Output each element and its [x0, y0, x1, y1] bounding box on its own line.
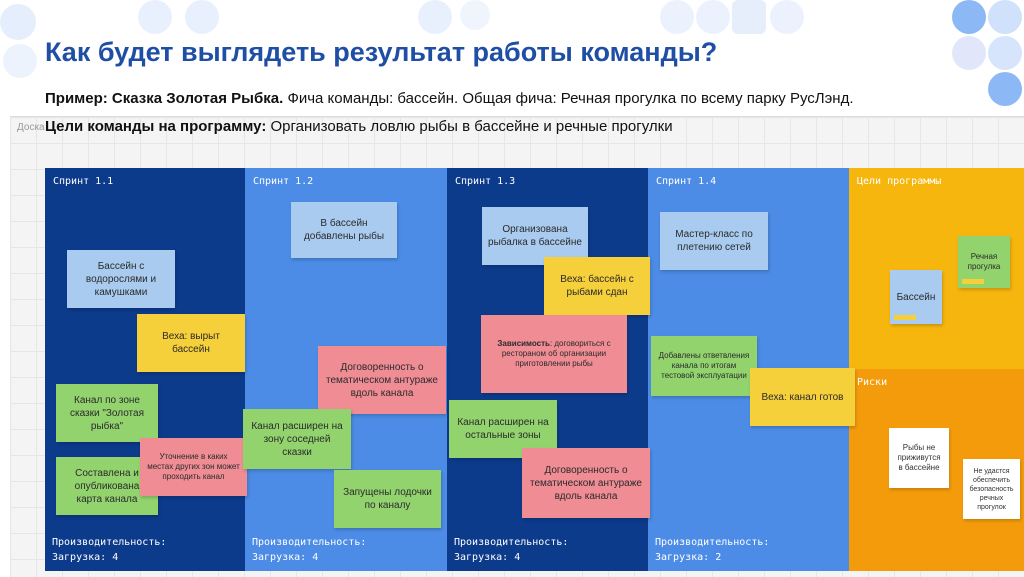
sticky-note[interactable] — [140, 438, 247, 496]
decor-circle — [988, 72, 1022, 106]
sticky-text: Составлена и опубликована карта канала — [74, 467, 140, 505]
sticky-text: Веха: канал готов — [761, 391, 844, 403]
load-label: Загрузка: 2 — [655, 552, 722, 563]
performance-label: Производительность: — [454, 537, 569, 548]
sticky-text: Речная прогулка — [967, 252, 1001, 271]
sticky-text: Добавлены ответвления канала по итогам тестовой эксплуатации — [658, 351, 750, 380]
column-title: Риски — [857, 377, 888, 388]
column-footer — [252, 535, 366, 565]
sticky-text: Веха: бассейн с рыбами сдан — [560, 274, 634, 298]
decor-circle — [988, 36, 1022, 70]
sticky-note[interactable] — [889, 428, 949, 488]
sticky-text-bold: Зависимость — [497, 339, 550, 348]
decor-circle — [952, 36, 986, 70]
decor-circle — [418, 0, 452, 34]
decor-circle — [460, 0, 490, 30]
load-label: Загрузка: 4 — [252, 552, 319, 563]
sticky-text: Мастер-класс по плетению сетей — [675, 229, 753, 253]
sticky-text: Организована рыбалка в бассейне — [488, 224, 582, 248]
column-footer — [454, 535, 568, 565]
column-title: Спринт 1.1 — [53, 176, 114, 187]
column-footer — [52, 535, 166, 565]
page-title: Как будет выглядеть результат работы команды? — [45, 37, 718, 67]
sticky-text: Рыбы не приживутся в бассейне — [897, 443, 941, 472]
sticky-note[interactable] — [67, 250, 175, 308]
decor-circle — [988, 0, 1022, 34]
board-label: Доска — [17, 122, 45, 133]
load-label: Загрузка: 4 — [52, 552, 119, 563]
decor-circle — [0, 4, 36, 40]
sticky-note[interactable] — [56, 384, 158, 442]
decor-circle — [185, 0, 219, 34]
sticky-text: Канал расширен на зону соседней сказки — [251, 420, 343, 458]
sticky-note[interactable] — [651, 336, 757, 396]
sticky-text: Уточнение в каких местах других зон может проходить канал — [147, 452, 240, 481]
decor-circle — [696, 0, 730, 34]
goals-line — [45, 118, 673, 135]
sticky-note[interactable] — [963, 459, 1020, 519]
column-title: Спринт 1.4 — [656, 176, 717, 187]
sticky-text: В бассейн добавлены рыбы — [303, 218, 385, 242]
example-line — [45, 90, 854, 107]
sticky-text: Договоренность о тематическом антураже вдоль канала — [530, 464, 642, 502]
sticky-note[interactable] — [750, 368, 855, 426]
decor-circle — [3, 44, 37, 78]
column-title: Спринт 1.2 — [253, 176, 314, 187]
sticky-note[interactable] — [890, 270, 942, 324]
sticky-note[interactable] — [481, 315, 627, 393]
sticky-note[interactable] — [291, 202, 397, 258]
column-title: Спринт 1.3 — [455, 176, 516, 187]
performance-label: Производительность: — [252, 537, 367, 548]
sticky-note[interactable] — [137, 314, 245, 372]
goals-text: Организовать ловлю рыбы в бассейне и речные прогулки — [266, 118, 673, 135]
sticky-tag — [894, 315, 916, 320]
decor-circle — [952, 0, 986, 34]
sticky-note[interactable] — [522, 448, 650, 518]
decor-square — [732, 0, 766, 34]
performance-label: Производительность: — [655, 537, 770, 548]
goals-label: Цели команды на программу: — [45, 118, 267, 135]
sticky-text: Запущены лодочки по каналу — [343, 487, 432, 511]
load-label: Загрузка: 4 — [454, 552, 521, 563]
sticky-text: Канал по зоне сказки "Золотая рыбка" — [69, 394, 145, 432]
sticky-note[interactable] — [958, 236, 1010, 288]
decor-circle — [770, 0, 804, 34]
sticky-text — [487, 339, 621, 369]
sticky-note[interactable] — [660, 212, 768, 270]
sticky-note[interactable] — [318, 346, 446, 414]
performance-label: Производительность: — [52, 537, 167, 548]
example-label: Пример: Сказка Золотая Рыбка. — [45, 90, 284, 107]
sticky-text: Договоренность о тематическом антураже вдоль канала — [326, 361, 438, 399]
example-text: Фича команды: бассейн. Общая фича: Речная прогулка по всему парку РусЛэнд. — [283, 90, 854, 107]
sticky-note[interactable] — [243, 409, 351, 469]
sticky-note[interactable] — [334, 470, 441, 528]
sticky-text: Не удастся обеспечить безопасность речных прогулок — [969, 467, 1014, 511]
decor-circle — [660, 0, 694, 34]
column-title: Цели программы — [857, 176, 942, 187]
column-footer — [655, 535, 769, 565]
sticky-text: Бассейн с водорослями и камушками — [85, 260, 157, 298]
sticky-text: Канал расширен на остальные зоны — [457, 417, 549, 441]
sticky-text: Веха: вырыт бассейн — [162, 331, 220, 355]
sticky-note[interactable] — [544, 257, 650, 315]
sticky-text-rest: : договориться с рестораном об организации приготовлении рыбы — [501, 339, 611, 368]
decor-circle — [138, 0, 172, 34]
sticky-tag — [962, 279, 984, 284]
sticky-text: Бассейн — [896, 291, 936, 303]
